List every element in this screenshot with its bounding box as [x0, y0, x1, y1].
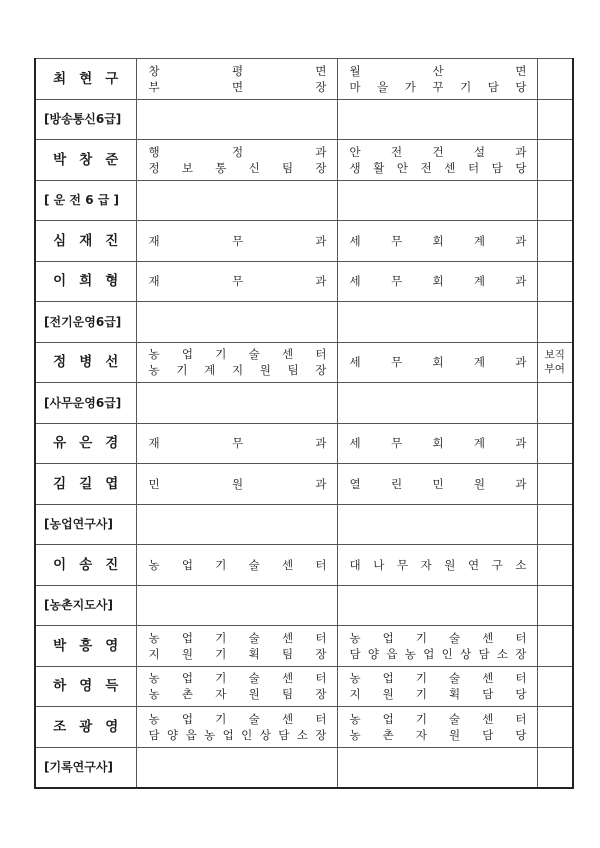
- new-post-line: 농 업 기 술 센 터: [349, 711, 527, 726]
- section-row: [35, 99, 573, 140]
- section-label: [전기운영6급]: [35, 302, 136, 343]
- section-label: [기록연구사]: [35, 747, 136, 788]
- previous-post-cell: [136, 666, 337, 707]
- previous-post-cell: [136, 59, 337, 100]
- new-post-line: 열 린 민 원 과: [349, 476, 527, 491]
- person-row: [35, 140, 573, 181]
- previous-post-line: 농 업 기 술 센 터: [148, 671, 327, 686]
- previous-post-line: 담 양 읍 농 업 인 상 담 소 장: [148, 727, 327, 742]
- person-name-cell: [35, 626, 136, 667]
- empty-cell: [337, 585, 537, 626]
- section-row: [35, 747, 573, 788]
- remark-cell: [537, 464, 573, 505]
- new-post-line: 농 업 기 술 센 터: [349, 671, 527, 686]
- previous-post-cell: [136, 261, 337, 302]
- person-name: 이 희 형: [53, 273, 119, 290]
- new-post-line: 세 무 회 계 과: [349, 274, 527, 289]
- previous-post-cell: [136, 626, 337, 667]
- person-name: 김 길 엽: [53, 475, 119, 492]
- previous-post-line: 재 무 과: [148, 436, 327, 451]
- person-name-cell: [35, 261, 136, 302]
- empty-cell: [337, 180, 537, 221]
- new-post-cell: [337, 545, 537, 586]
- section-row: [35, 585, 573, 626]
- personnel-table-body: [35, 59, 573, 789]
- empty-cell: [136, 585, 337, 626]
- previous-post-line: 지 원 기 획 팀 장: [148, 646, 327, 661]
- empty-cell: [537, 383, 573, 424]
- new-post-line: 농 업 기 술 센 터: [349, 630, 527, 645]
- section-label: [농촌지도사]: [35, 585, 136, 626]
- remark-cell: [537, 261, 573, 302]
- empty-cell: [136, 99, 337, 140]
- person-row: [35, 59, 573, 100]
- previous-post-line: 창 평 면: [148, 63, 327, 78]
- previous-post-cell: [136, 464, 337, 505]
- previous-post-cell: [136, 545, 337, 586]
- person-name-cell: [35, 666, 136, 707]
- personnel-table: [34, 58, 574, 789]
- remark-cell: [537, 140, 573, 181]
- empty-cell: [537, 504, 573, 545]
- new-post-line: 세 무 회 계 과: [349, 355, 527, 370]
- previous-post-cell: [136, 221, 337, 262]
- remark-cell: [537, 59, 573, 100]
- empty-cell: [337, 302, 537, 343]
- previous-post-line: 재 무 과: [148, 233, 327, 248]
- person-name: 박 흥 영: [53, 637, 119, 654]
- empty-cell: [537, 585, 573, 626]
- empty-cell: [337, 383, 537, 424]
- new-post-cell: [337, 707, 537, 748]
- new-post-line: 안 전 건 설 과: [349, 144, 527, 159]
- section-label: [사무운영6급]: [35, 383, 136, 424]
- section-label: [농업연구사]: [35, 504, 136, 545]
- empty-cell: [136, 302, 337, 343]
- empty-cell: [136, 504, 337, 545]
- empty-cell: [337, 99, 537, 140]
- empty-cell: [337, 747, 537, 788]
- previous-post-line: 농 업 기 술 센 터: [148, 557, 327, 572]
- person-name-cell: [35, 342, 136, 383]
- new-post-cell: [337, 666, 537, 707]
- section-row: [35, 383, 573, 424]
- person-name-cell: [35, 545, 136, 586]
- section-row: [35, 302, 573, 343]
- previous-post-cell: [136, 707, 337, 748]
- new-post-cell: [337, 626, 537, 667]
- person-row: [35, 626, 573, 667]
- new-post-line: 담 양 읍 농 업 인 상 담 소 장: [349, 646, 527, 661]
- person-name: 유 은 경: [53, 435, 119, 452]
- new-post-line: 지 원 기 획 담 당: [349, 687, 527, 702]
- person-row: [35, 342, 573, 383]
- new-post-cell: [337, 423, 537, 464]
- previous-post-line: 재 무 과: [148, 274, 327, 289]
- new-post-cell: [337, 342, 537, 383]
- new-post-line: 세 무 회 계 과: [349, 436, 527, 451]
- person-name-cell: [35, 707, 136, 748]
- previous-post-line: 농 업 기 술 센 터: [148, 630, 327, 645]
- previous-post-line: 농 기 계 지 원 팀 장: [148, 363, 327, 378]
- new-post-line: 대 나 무 자 원 연 구 소: [349, 557, 527, 572]
- person-name-cell: [35, 423, 136, 464]
- person-row: [35, 666, 573, 707]
- remark-cell: [537, 666, 573, 707]
- person-name-cell: [35, 221, 136, 262]
- empty-cell: [537, 747, 573, 788]
- person-row: [35, 707, 573, 748]
- new-post-cell: [337, 221, 537, 262]
- empty-cell: [136, 747, 337, 788]
- new-post-cell: [337, 59, 537, 100]
- section-row: [35, 504, 573, 545]
- person-name: 박 창 준: [53, 151, 119, 168]
- previous-post-line: 농 업 기 술 센 터: [148, 347, 327, 362]
- person-row: [35, 423, 573, 464]
- section-row: [35, 180, 573, 221]
- empty-cell: [537, 99, 573, 140]
- remark-cell: [537, 626, 573, 667]
- person-row: [35, 545, 573, 586]
- empty-cell: [136, 180, 337, 221]
- previous-post-line: 농 촌 자 원 팀 장: [148, 687, 327, 702]
- empty-cell: [537, 180, 573, 221]
- new-post-cell: [337, 140, 537, 181]
- section-label: [ 운 전 6 급 ]: [35, 180, 136, 221]
- empty-cell: [136, 383, 337, 424]
- remark-cell: [537, 423, 573, 464]
- person-name-cell: [35, 464, 136, 505]
- new-post-line: 농 촌 자 원 담 당: [349, 727, 527, 742]
- person-name: 최 현 구: [53, 70, 119, 87]
- previous-post-line: 민 원 과: [148, 476, 327, 491]
- remark-cell: [537, 221, 573, 262]
- remark-cell: [537, 707, 573, 748]
- previous-post-cell: [136, 342, 337, 383]
- new-post-cell: [337, 261, 537, 302]
- previous-post-line: 부 면 장: [148, 79, 327, 94]
- person-name: 하 영 득: [53, 678, 119, 695]
- person-row: [35, 464, 573, 505]
- new-post-line: 월 산 면: [349, 63, 527, 78]
- section-label: [방송통신6급]: [35, 99, 136, 140]
- person-row: [35, 261, 573, 302]
- previous-post-cell: [136, 140, 337, 181]
- person-name: 이 송 진: [53, 556, 119, 573]
- new-post-line: 생 활 안 전 센 터 담 당: [349, 160, 527, 175]
- previous-post-line: 행 정 과: [148, 144, 327, 159]
- new-post-line: 세 무 회 계 과: [349, 233, 527, 248]
- empty-cell: [337, 504, 537, 545]
- new-post-cell: [337, 464, 537, 505]
- person-row: [35, 221, 573, 262]
- person-name: 정 병 선: [53, 354, 119, 371]
- person-name-cell: [35, 59, 136, 100]
- person-name-cell: [35, 140, 136, 181]
- previous-post-line: 농 업 기 술 센 터: [148, 711, 327, 726]
- previous-post-line: 정 보 통 신 팀 장: [148, 160, 327, 175]
- previous-post-cell: [136, 423, 337, 464]
- empty-cell: [537, 302, 573, 343]
- person-name: 심 재 진: [53, 232, 119, 249]
- remark-cell: [537, 545, 573, 586]
- remark-cell: 보직 부여: [537, 342, 573, 383]
- person-name: 조 광 영: [53, 718, 119, 735]
- new-post-line: 마 을 가 꾸 기 담 당: [349, 79, 527, 94]
